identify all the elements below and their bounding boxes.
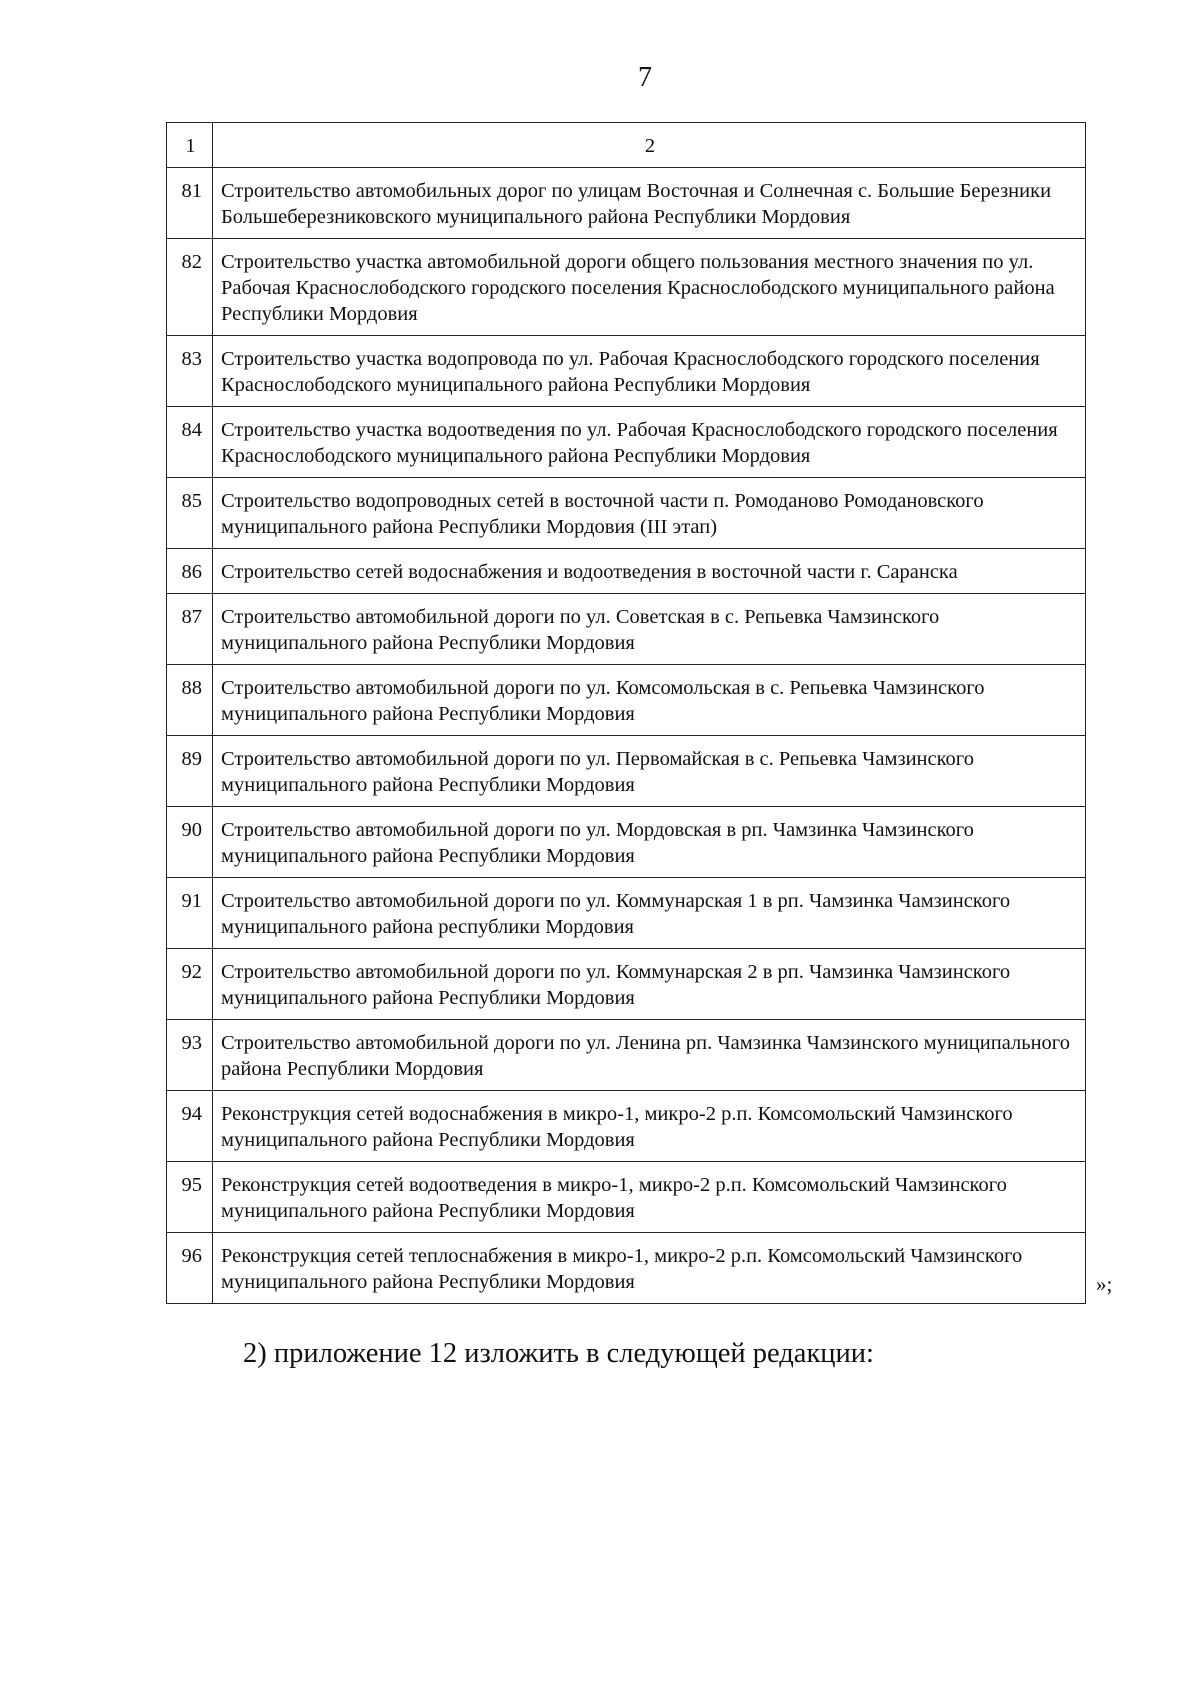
row-description: Строительство сетей водоснабжения и водоотведения в восточной части г. Саранска — [213, 549, 1086, 594]
row-description: Строительство участка водоотведения по ул. Рабочая Краснослободского городского поселения Краснослободского муниципального района Республики Мордовия — [213, 407, 1086, 478]
row-number: 84 — [167, 407, 213, 478]
row-description: Реконструкция сетей теплоснабжения в микро-1, микро-2 р.п. Комсомольский Чамзинского муниципального района Республики Мордовия — [213, 1233, 1086, 1304]
table-row — [167, 665, 1086, 736]
table-row — [167, 239, 1086, 336]
row-description: Строительство автомобильной дороги по ул. Первомайская в с. Репьевка Чамзинского муниципального района Республики Мордовия — [213, 736, 1086, 807]
row-description: Строительство автомобильной дороги по ул. Советская в с. Репьевка Чамзинского муниципального района Республики Мордовия — [213, 594, 1086, 665]
table-row — [167, 1233, 1086, 1304]
row-description: Строительство автомобильной дороги по ул. Коммунарская 2 в рп. Чамзинка Чамзинского муниципального района Республики Мордовия — [213, 949, 1086, 1020]
row-number: 89 — [167, 736, 213, 807]
closing-quote: »; — [1096, 1272, 1113, 1296]
row-description: Строительство автомобильной дороги по ул. Мордовская в рп. Чамзинка Чамзинского муниципального района Республики Мордовия — [213, 807, 1086, 878]
table-row — [167, 407, 1086, 478]
table-row — [167, 594, 1086, 665]
row-number: 81 — [167, 168, 213, 239]
table-row — [167, 1091, 1086, 1162]
row-number: 86 — [167, 549, 213, 594]
row-description: Строительство водопроводных сетей в восточной части п. Ромоданово Ромодановского муниципального района Республики Мордовия (III этап) — [213, 478, 1086, 549]
row-description: Строительство автомобильных дорог по улицам Восточная и Солнечная с. Большие Березники Большеберезниковского муниципального района Республики Мордовия — [213, 168, 1086, 239]
row-description: Строительство участка автомобильной дороги общего пользования местного значения по ул. Рабочая Краснослободского городского поселения Краснослободского муниципального района Республики Мордовия — [213, 239, 1086, 336]
table-row — [167, 736, 1086, 807]
row-number: 85 — [167, 478, 213, 549]
row-description: Строительство автомобильной дороги по ул. Ленина рп. Чамзинка Чамзинского муниципального района Республики Мордовия — [213, 1020, 1086, 1091]
table-row — [167, 478, 1086, 549]
projects-table-body — [167, 123, 1086, 1304]
table-row — [167, 1162, 1086, 1233]
table-row — [167, 549, 1086, 594]
projects-table — [166, 122, 1086, 1304]
row-description: Строительство автомобильной дороги по ул. Коммунарская 1 в рп. Чамзинка Чамзинского муниципального района республики Мордовия — [213, 878, 1086, 949]
row-description: Реконструкция сетей водоснабжения в микро-1, микро-2 р.п. Комсомольский Чамзинского муниципального района Республики Мордовия — [213, 1091, 1086, 1162]
row-number: 91 — [167, 878, 213, 949]
row-number: 83 — [167, 336, 213, 407]
row-number: 95 — [167, 1162, 213, 1233]
table-row — [167, 168, 1086, 239]
table-header-row — [167, 123, 1086, 168]
row-number: 94 — [167, 1091, 213, 1162]
row-number: 93 — [167, 1020, 213, 1091]
header-column-1: 1 — [167, 123, 213, 168]
row-number: 88 — [167, 665, 213, 736]
table-row — [167, 1020, 1086, 1091]
next-paragraph: 2) приложение 12 изложить в следующей редакции: — [243, 1338, 874, 1369]
row-number: 82 — [167, 239, 213, 336]
table-row — [167, 807, 1086, 878]
row-description: Строительство участка водопровода по ул. Рабочая Краснослободского городского поселения Краснослободского муниципального района Республики Мордовия — [213, 336, 1086, 407]
table-row — [167, 949, 1086, 1020]
header-column-2: 2 — [213, 123, 1086, 168]
row-number: 96 — [167, 1233, 213, 1304]
table-row — [167, 336, 1086, 407]
page-number: 7 — [638, 62, 652, 93]
row-number: 87 — [167, 594, 213, 665]
row-description: Реконструкция сетей водоотведения в микро-1, микро-2 р.п. Комсомольский Чамзинского муниципального района Республики Мордовия — [213, 1162, 1086, 1233]
row-number: 92 — [167, 949, 213, 1020]
row-number: 90 — [167, 807, 213, 878]
table-row — [167, 878, 1086, 949]
row-description: Строительство автомобильной дороги по ул. Комсомольская в с. Репьевка Чамзинского муниципального района Республики Мордовия — [213, 665, 1086, 736]
